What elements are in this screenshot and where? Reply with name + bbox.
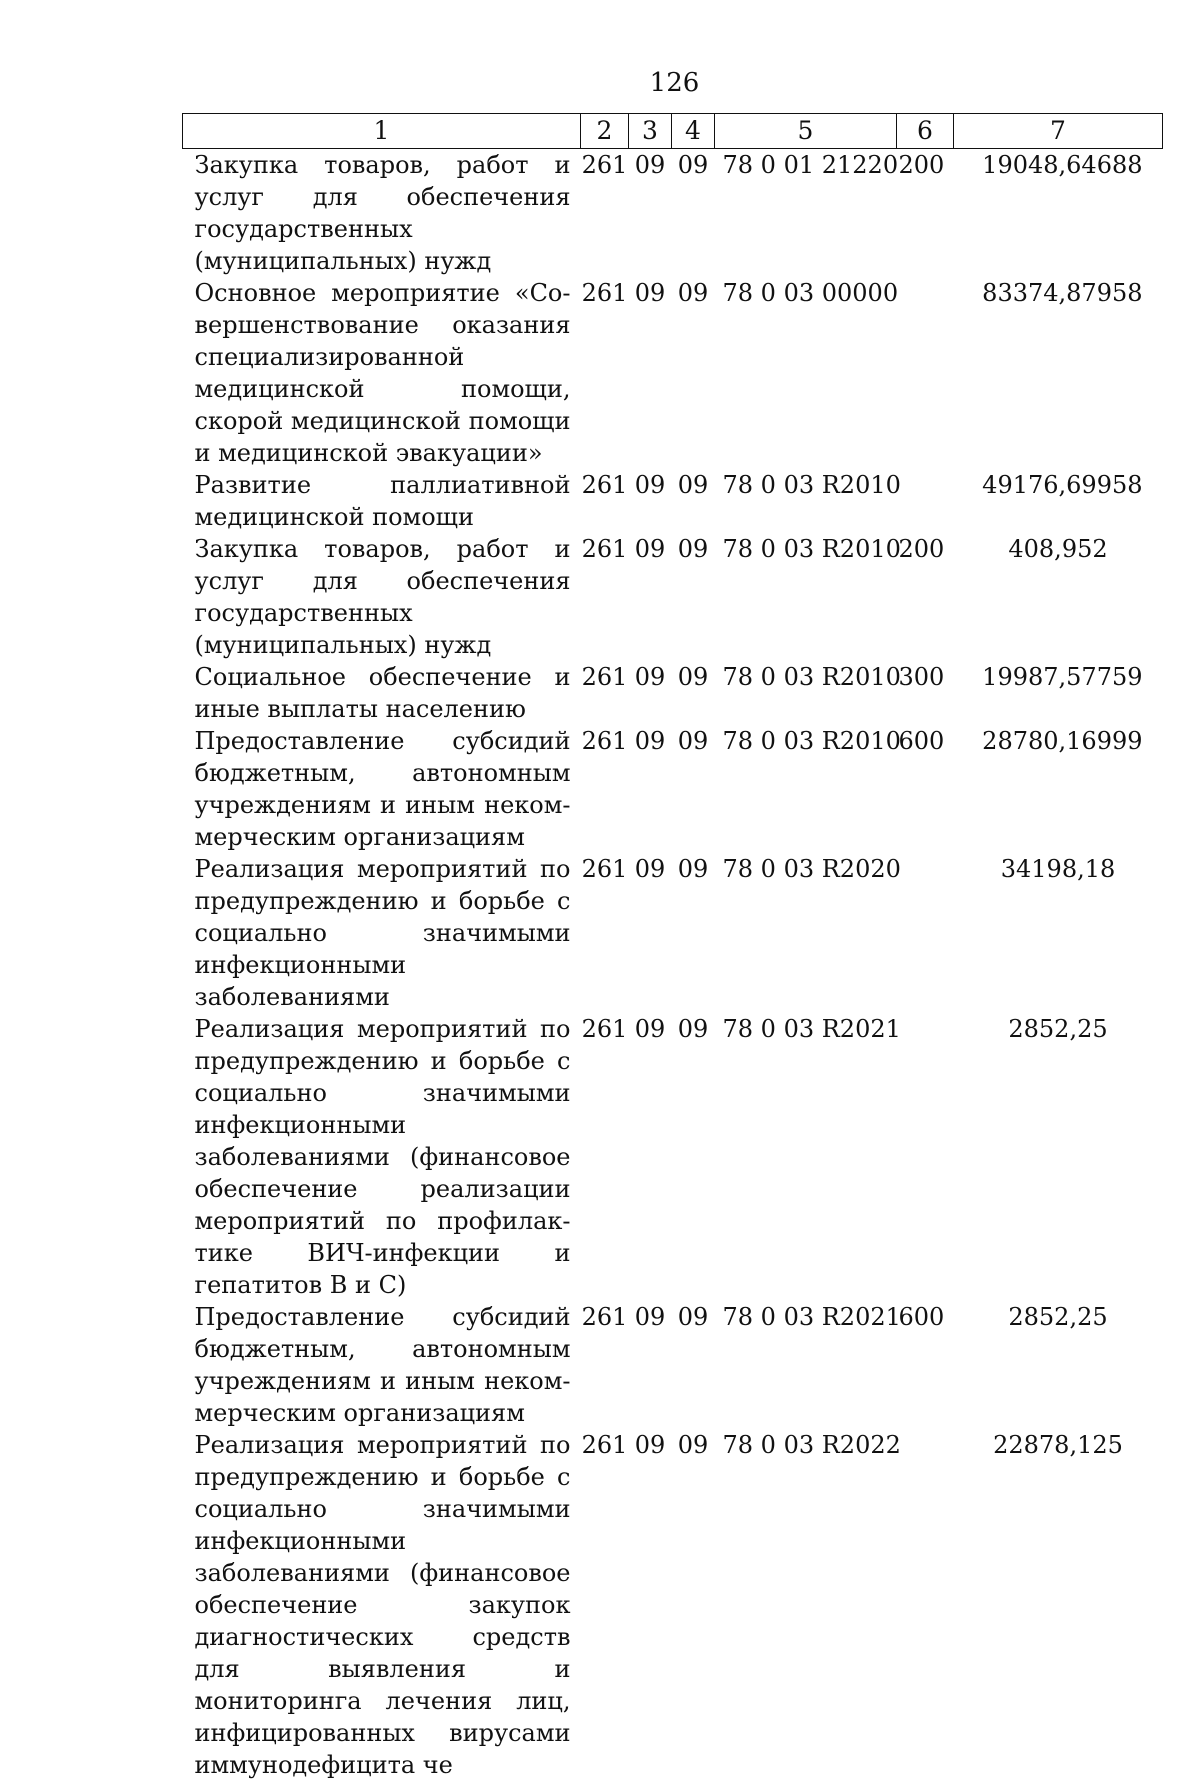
ministry-code: 261 bbox=[581, 471, 628, 499]
expense-type bbox=[897, 469, 954, 533]
table-row bbox=[183, 277, 1163, 469]
table-row bbox=[183, 853, 1163, 1013]
table-row bbox=[183, 533, 1163, 661]
table-row bbox=[183, 661, 1163, 725]
expense-type: 600 bbox=[898, 727, 945, 755]
table-header-row bbox=[183, 114, 1163, 149]
section-code: 09 bbox=[634, 855, 666, 883]
expense-type: 300 bbox=[898, 663, 945, 691]
ministry-code: 261 bbox=[581, 535, 628, 563]
item-name: Предоставление субсидий бюджетным, автономным учреждениям и иным некоммерческим организациям bbox=[194, 727, 571, 851]
subsection-code: 09 bbox=[677, 727, 709, 755]
subsection-code: 09 bbox=[677, 535, 709, 563]
ministry-code: 261 bbox=[581, 1303, 628, 1331]
item-name: Закупка товаров, работ и услуг для обеспечения государственных (муниципальных) нужд bbox=[194, 151, 571, 275]
column-header: 2 bbox=[581, 114, 629, 149]
ministry-code: 261 bbox=[581, 151, 628, 179]
column-header: 6 bbox=[897, 114, 954, 149]
item-name: Закупка товаров, работ и услуг для обеспечения государственных (муниципальных) нужд bbox=[194, 535, 571, 659]
item-name: Предоставление субсидий бюджетным, автономным учреждениям и иным некоммерческим организациям bbox=[194, 1303, 571, 1427]
column-header: 4 bbox=[672, 114, 715, 149]
table-row bbox=[183, 1013, 1163, 1301]
section-code: 09 bbox=[634, 1431, 666, 1459]
expense-type: 200 bbox=[898, 535, 945, 563]
section-code: 09 bbox=[634, 151, 666, 179]
table-row bbox=[183, 469, 1163, 533]
expense-type: 600 bbox=[898, 1303, 945, 1331]
column-header: 5 bbox=[715, 114, 897, 149]
section-code: 09 bbox=[634, 1015, 666, 1043]
target-code: 78 0 03 R2020 bbox=[722, 855, 901, 883]
subsection-code: 09 bbox=[677, 151, 709, 179]
amount: 2852,25 bbox=[1008, 1015, 1108, 1043]
target-code: 78 0 03 R2010 bbox=[722, 471, 901, 499]
amount: 28780,16999 bbox=[982, 727, 1143, 755]
item-name: Основное мероприятие «Совершенствование оказания специализированной медицинской помощи, скорой медицинской помощи и медицинской эвакуации» bbox=[194, 279, 571, 467]
column-header: 7 bbox=[954, 114, 1163, 149]
ministry-code: 261 bbox=[581, 663, 628, 691]
item-name: Реализация мероприятий по предупреждению и борьбе с социально значимыми инфекционными заболеваниями bbox=[194, 855, 571, 1011]
ministry-code: 261 bbox=[581, 279, 628, 307]
ministry-code: 261 bbox=[581, 727, 628, 755]
section-code: 09 bbox=[634, 1303, 666, 1331]
item-name: Социальное обеспечение и иные выплаты населению bbox=[194, 663, 571, 723]
amount: 49176,69958 bbox=[982, 471, 1143, 499]
item-name: Реализация мероприятий по предупреждению и борьбе с социально значимыми инфекционными заболеваниями (финансовое обеспечение реализации мероприятий по профилактике ВИЧ-инфекции и гепатитов В и С) bbox=[194, 1015, 571, 1299]
target-code: 78 0 03 R2022 bbox=[722, 1431, 901, 1459]
target-code: 78 0 01 21220 bbox=[722, 151, 899, 179]
column-header: 1 bbox=[183, 114, 581, 149]
subsection-code: 09 bbox=[677, 471, 709, 499]
page-number: 126 bbox=[649, 68, 700, 98]
ministry-code: 261 bbox=[581, 1015, 628, 1043]
item-name: Развитие паллиативной медицинской помощи bbox=[194, 471, 571, 531]
ministry-code: 261 bbox=[581, 1431, 628, 1459]
amount: 2852,25 bbox=[1008, 1303, 1108, 1331]
amount: 83374,87958 bbox=[982, 279, 1143, 307]
amount: 19048,64688 bbox=[982, 151, 1143, 179]
amount: 19987,57759 bbox=[982, 663, 1143, 691]
target-code: 78 0 03 R2021 bbox=[722, 1015, 901, 1043]
table-row bbox=[183, 1429, 1163, 1781]
section-code: 09 bbox=[634, 279, 666, 307]
section-code: 09 bbox=[634, 471, 666, 499]
section-code: 09 bbox=[634, 535, 666, 563]
budget-table bbox=[182, 113, 1163, 1781]
subsection-code: 09 bbox=[677, 855, 709, 883]
table-row bbox=[183, 1301, 1163, 1429]
target-code: 78 0 03 R2010 bbox=[722, 535, 901, 563]
amount: 34198,18 bbox=[1000, 855, 1116, 883]
target-code: 78 0 03 R2010 bbox=[722, 663, 901, 691]
subsection-code: 09 bbox=[677, 279, 709, 307]
section-code: 09 bbox=[634, 727, 666, 755]
section-code: 09 bbox=[634, 663, 666, 691]
subsection-code: 09 bbox=[677, 1303, 709, 1331]
expense-type bbox=[897, 853, 954, 1013]
item-name: Реализация мероприятий по предупреждению и борьбе с социально значимыми инфекционными заболеваниями (финансовое обеспечение закупок диагностических средств для выявления и мониторинга лечения лиц, инфицированных вирусами иммунодефицита че bbox=[194, 1431, 571, 1779]
expense-type: 200 bbox=[898, 151, 945, 179]
column-header: 3 bbox=[629, 114, 672, 149]
table-row bbox=[183, 149, 1163, 278]
amount: 22878,125 bbox=[993, 1431, 1123, 1459]
expense-type bbox=[897, 1013, 954, 1301]
expense-type bbox=[897, 277, 954, 469]
target-code: 78 0 03 R2021 bbox=[722, 1303, 901, 1331]
expense-type bbox=[897, 1429, 954, 1781]
amount: 408,952 bbox=[1008, 535, 1108, 563]
ministry-code: 261 bbox=[581, 855, 628, 883]
table-row bbox=[183, 725, 1163, 853]
subsection-code: 09 bbox=[677, 1431, 709, 1459]
subsection-code: 09 bbox=[677, 1015, 709, 1043]
target-code: 78 0 03 00000 bbox=[722, 279, 899, 307]
subsection-code: 09 bbox=[677, 663, 709, 691]
target-code: 78 0 03 R2010 bbox=[722, 727, 901, 755]
